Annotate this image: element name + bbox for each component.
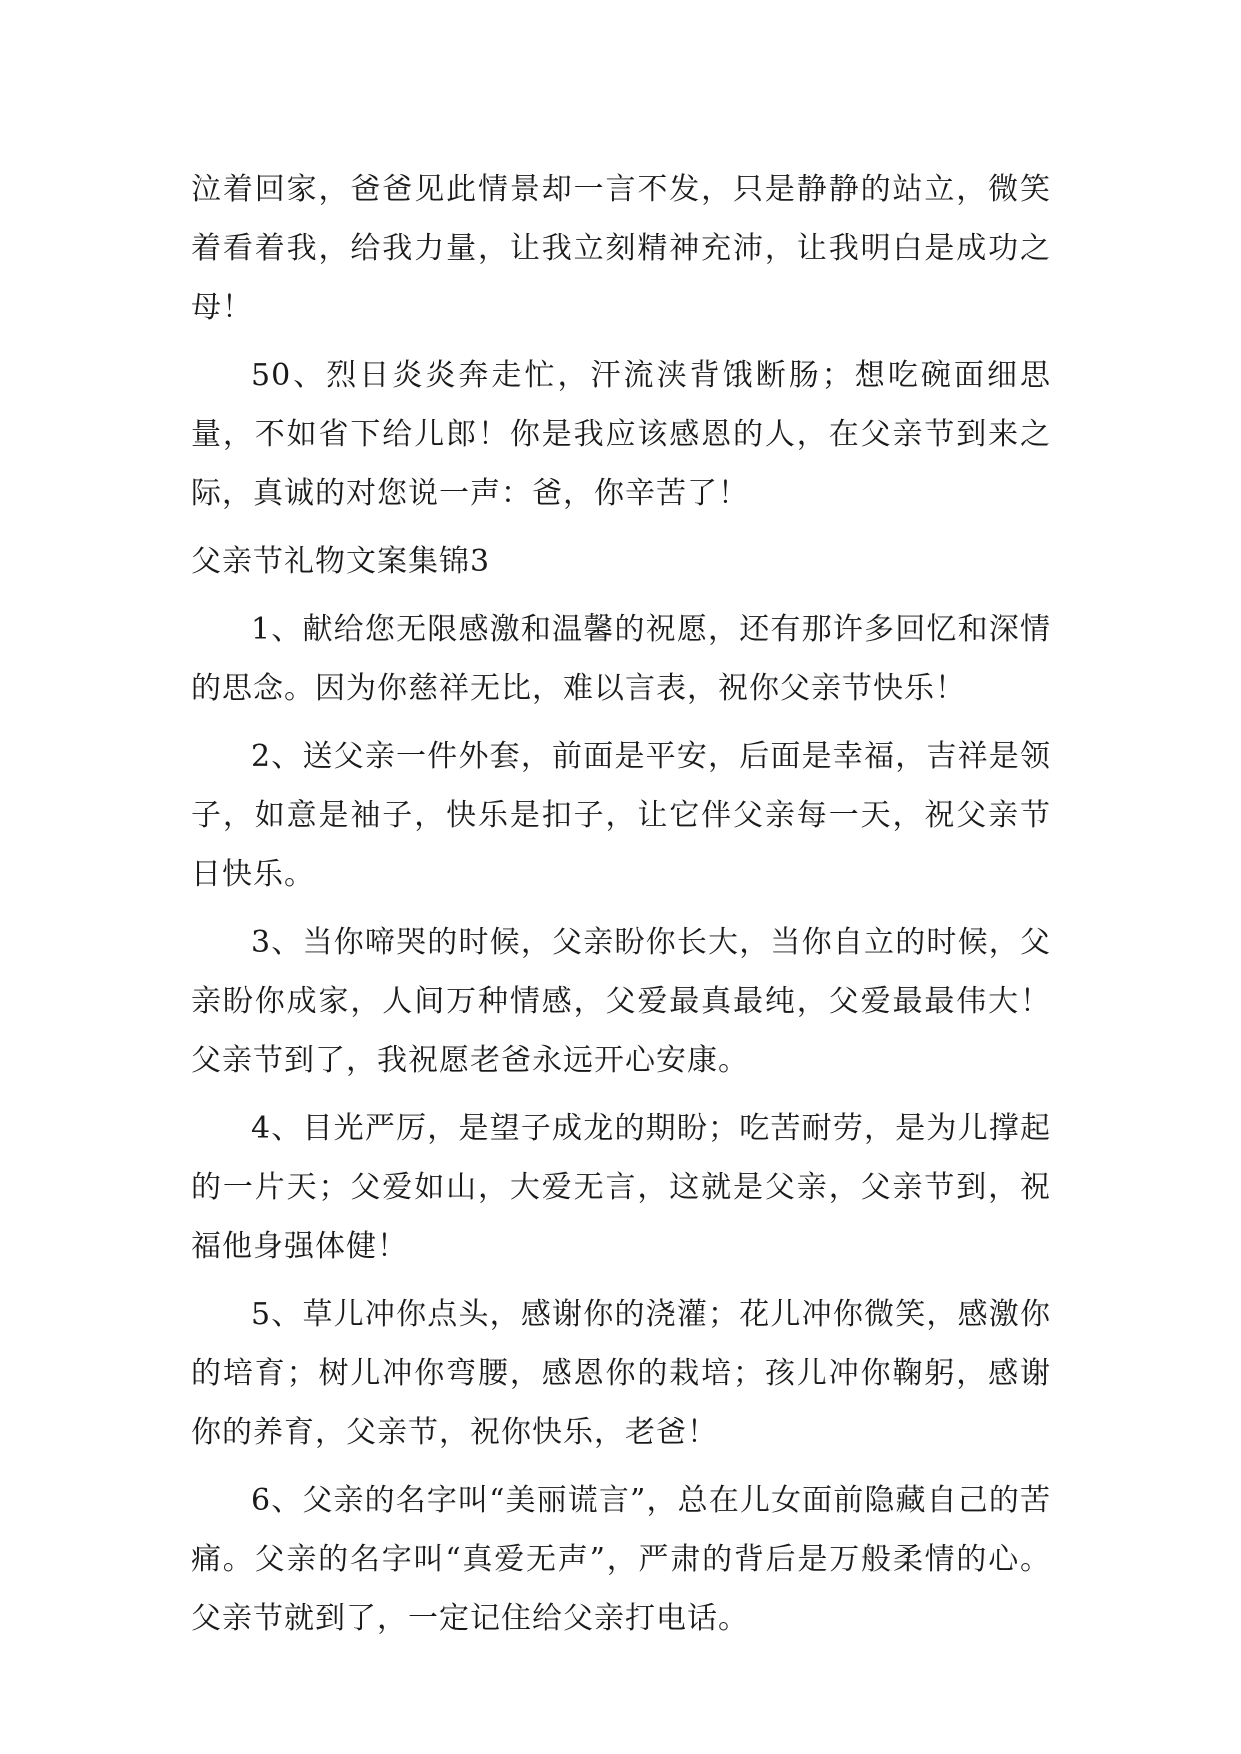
- section-title: 父亲节礼物文案集锦3: [191, 544, 491, 579]
- paragraph-item-2: 2、送父亲一件外套，前面是平安，后面是幸福，吉祥是领子，如意是袖子，快乐是扣子，让它伴父亲每一天，祝父亲节日快乐。: [191, 739, 1051, 892]
- paragraph-item-50: 50、烈日炎炎奔走忙，汗流浃背饿断肠；想吃碗面细思量，不如省下给儿郎！你是我应该感恩的人，在父亲节到来之际，真诚的对您说一声：爸，你辛苦了！: [191, 358, 1051, 511]
- document-body: [191, 160, 1051, 1657]
- paragraph-item-5: 5、草儿冲你点头，感谢你的浇灌；花儿冲你微笑，感激你的培育；树儿冲你弯腰，感恩你的栽培；孩儿冲你鞠躬，感谢你的养育，父亲节，祝你快乐，老爸！: [191, 1297, 1051, 1450]
- paragraph-item-3: 3、当你啼哭的时候，父亲盼你长大，当你自立的时候，父亲盼你成家，人间万种情感，父爱最真最纯，父爱最最伟大！父亲节到了，我祝愿老爸永远开心安康。: [191, 925, 1051, 1078]
- paragraph-item-1: 1、献给您无限感激和温馨的祝愿，还有那许多回忆和深情的思念。因为你慈祥无比，难以言表，祝你父亲节快乐！: [191, 612, 1051, 706]
- paragraph-item-4: 4、目光严厉，是望子成龙的期盼；吃苦耐劳，是为儿撑起的一片天；父爱如山，大爱无言，这就是父亲，父亲节到，祝福他身强体健！: [191, 1111, 1051, 1264]
- paragraph-item-6: 6、父亲的名字叫“美丽谎言”，总在儿女面前隐藏自己的苦痛。父亲的名字叫“真爱无声”，严肃的背后是万般柔情的心。父亲节就到了，一定记住给父亲打电话。: [191, 1483, 1051, 1636]
- paragraph-continued: 泣着回家，爸爸见此情景却一言不发，只是静静的站立，微笑着看着我，给我力量，让我立刻精神充沛，让我明白是成功之母！: [191, 172, 1051, 325]
